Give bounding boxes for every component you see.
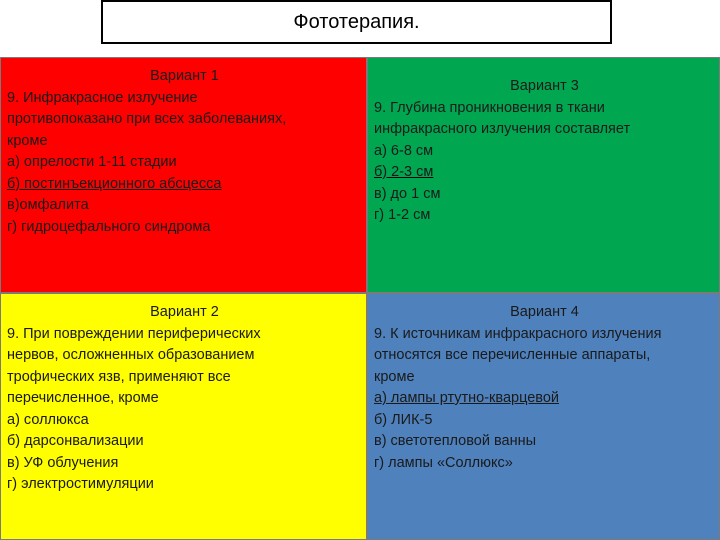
variant-4-option-a: а) лампы ртутно-кварцевой — [374, 390, 559, 406]
variant-4-option-d: г) лампы «Соллюкс» — [374, 454, 513, 471]
variant-3-panel — [367, 57, 720, 293]
variant-2-question-line-4: перечисленное, кроме — [7, 390, 159, 406]
variant-4-question-line-1: 9. К источникам инфракрасного излучения — [374, 325, 662, 342]
variant-1-option-d: г) гидроцефального синдрома — [7, 218, 211, 235]
variant-3-question-line-2: инфракрасного излучения составляет — [374, 121, 631, 137]
variant-1-heading: Вариант 1 — [150, 68, 219, 84]
variant-3-heading: Вариант 3 — [510, 78, 579, 94]
variant-4-heading: Вариант 4 — [510, 304, 579, 320]
variant-1-panel — [0, 57, 367, 293]
variant-4-question-line-3: кроме — [374, 368, 415, 385]
variant-2-option-c: в) УФ облучения — [7, 454, 119, 471]
variant-2-heading: Вариант 2 — [150, 304, 219, 320]
variant-4-option-c: в) светотепловой ванны — [374, 433, 537, 449]
variant-4-question-line-2: относятся все перечисленные аппараты, — [374, 347, 651, 363]
variant-2-option-b: б) дарсонвализации — [7, 433, 144, 449]
variant-1-option-c: в)омфалита — [7, 197, 89, 213]
variant-1-option-b: б) постинъекционного абсцесса — [7, 175, 222, 192]
variant-1-question-line-1: 9. Инфракрасное излучение — [7, 89, 198, 106]
variant-2-panel — [0, 293, 367, 540]
variant-1-option-a: а) опрелости 1-11 стадии — [7, 154, 177, 170]
variant-3-option-b: б) 2-3 см — [374, 164, 434, 180]
variant-3-option-d: г) 1-2 см — [374, 207, 431, 223]
variant-3-option-a: а) 6-8 см — [374, 142, 434, 159]
variant-4-option-b: б) ЛИК-5 — [374, 411, 433, 428]
variant-2-option-d: г) электростимуляции — [7, 476, 154, 492]
variant-2-question-line-2: нервов, осложненных образованием — [7, 347, 255, 363]
variant-2-question-line-3: трофических язв, применяют все — [7, 368, 231, 385]
variant-3-question-line-1: 9. Глубина проникновения в ткани — [374, 99, 605, 116]
variant-2-option-a: а) соллюкса — [7, 411, 89, 428]
variant-2-question-line-1: 9. При повреждении периферических — [7, 325, 261, 342]
variant-3-option-c: в) до 1 см — [374, 185, 441, 202]
variant-4-panel — [367, 293, 720, 540]
variant-1-question-line-2: противопоказано при всех заболеваниях, — [7, 111, 287, 127]
variant-1-question-line-3: кроме — [7, 132, 48, 149]
slide-title: Фототерапия. — [101, 0, 612, 44]
